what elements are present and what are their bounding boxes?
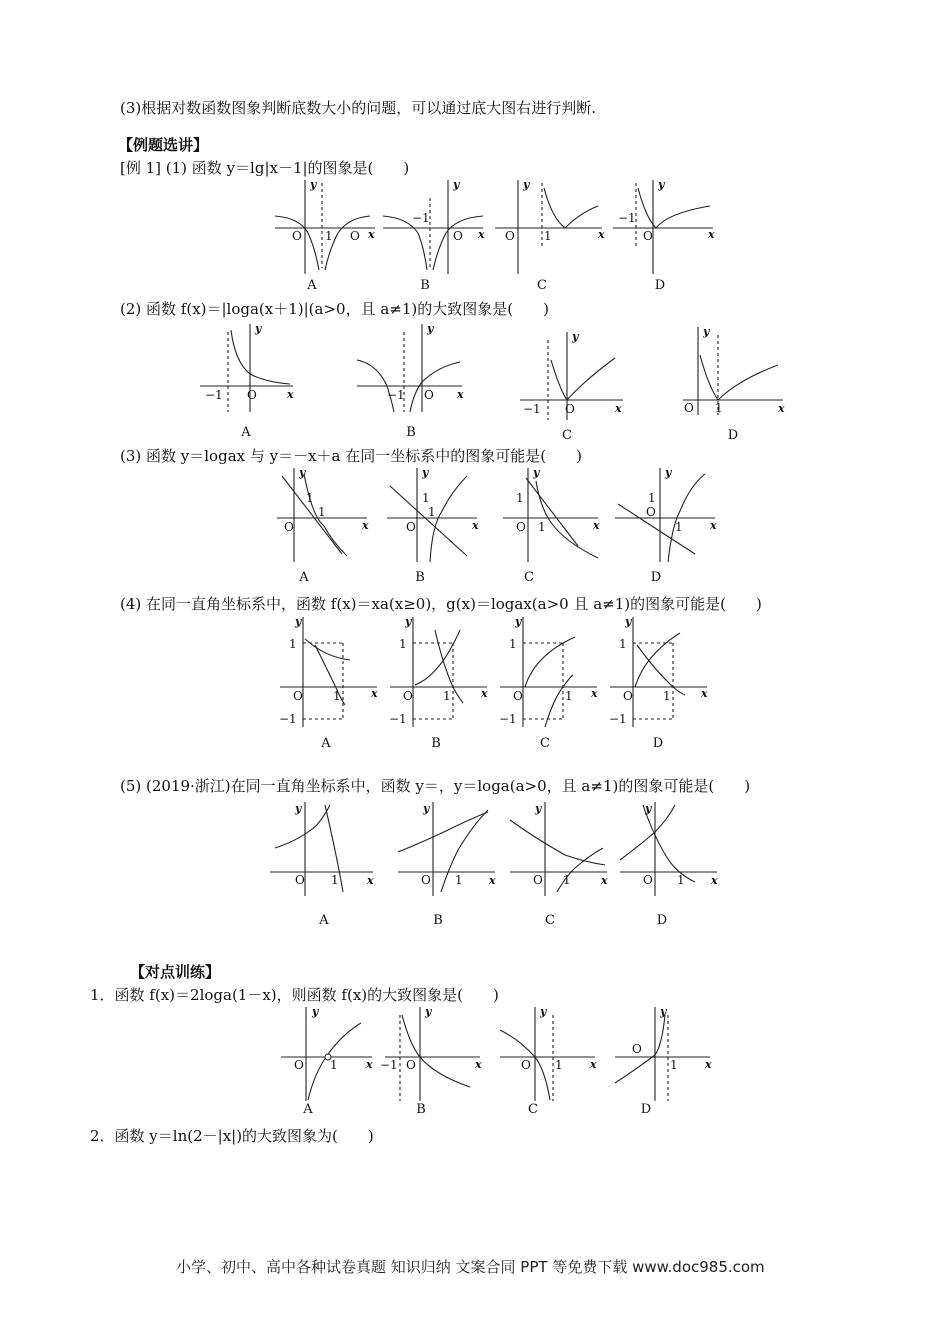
svg-text:x: x: [701, 687, 708, 700]
practice-2: 2．函数 y＝ln(2－|x|)的大致图象为( ): [90, 1127, 374, 1145]
svg-text:x: x: [710, 519, 717, 532]
q1-graph-c: [490, 178, 605, 278]
q4-graph-b: [385, 615, 490, 730]
svg-text:−1: −1: [618, 211, 636, 225]
svg-text:O: O: [684, 401, 694, 415]
svg-text:1: 1: [563, 873, 571, 887]
q2-graph-a: [195, 322, 300, 417]
svg-text:−1: −1: [609, 712, 627, 726]
svg-text:O: O: [533, 873, 543, 887]
q5-choice-a[interactable]: A: [319, 913, 329, 928]
q3-graph-d: [610, 466, 720, 566]
svg-text:y: y: [422, 466, 429, 479]
svg-text:y: y: [425, 1005, 432, 1018]
q2-choice-d[interactable]: D: [727, 428, 739, 443]
svg-text:O: O: [406, 1058, 416, 1072]
svg-text:x: x: [489, 874, 496, 887]
svg-text:x: x: [362, 519, 369, 532]
svg-text:O: O: [513, 689, 523, 703]
q1-graph-b: [378, 178, 488, 278]
q3-choice-d[interactable]: D: [650, 570, 662, 585]
svg-text:x: x: [368, 228, 375, 241]
svg-text:y: y: [299, 466, 306, 479]
q2-graph-d: [678, 325, 788, 420]
svg-text:1: 1: [565, 689, 573, 703]
svg-text:−1: −1: [499, 712, 517, 726]
question-4: (4) 在同一直角坐标系中，函数 f(x)＝xa(x≥0)，g(x)＝logax(a>0 且 a≠1)的图象可能是( ): [120, 595, 762, 613]
svg-text:O: O: [623, 689, 633, 703]
question-5: (5) (2019·浙江)在同一直角坐标系中，函数 y＝，y＝loga(a>0，且 a≠1)的图象可能是( ): [120, 777, 751, 795]
q2-graph-b: [352, 322, 467, 417]
q5-graph-d: [615, 800, 720, 900]
svg-text:y: y: [665, 466, 672, 479]
svg-text:O: O: [453, 229, 463, 243]
svg-text:y: y: [703, 325, 710, 338]
q4-choice-d[interactable]: D: [652, 736, 664, 751]
svg-text:x: x: [472, 519, 479, 532]
svg-text:1: 1: [677, 873, 685, 887]
question-1: [例 1] (1) 函数 y＝lg|x－1|的图象是( ): [120, 159, 410, 177]
svg-text:x: x: [457, 388, 464, 401]
svg-text:−1: −1: [387, 388, 405, 402]
p1-graph-d: [610, 1005, 715, 1105]
svg-text:y: y: [405, 615, 412, 628]
svg-text:y: y: [310, 178, 317, 191]
q2-choice-c[interactable]: C: [562, 428, 572, 443]
svg-text:y: y: [660, 1005, 667, 1018]
q1-choice-c[interactable]: C: [537, 278, 547, 293]
svg-text:x: x: [475, 1058, 482, 1071]
svg-text:1: 1: [330, 1058, 338, 1072]
q3-graph-c: [498, 466, 603, 566]
svg-text:1: 1: [455, 873, 463, 887]
svg-text:1: 1: [663, 689, 671, 703]
q1-choice-d[interactable]: D: [654, 278, 666, 293]
q4-choice-c[interactable]: C: [540, 736, 550, 751]
svg-text:x: x: [371, 687, 378, 700]
svg-text:x: x: [615, 402, 622, 415]
svg-text:1: 1: [715, 401, 723, 415]
p1-choice-a[interactable]: A: [303, 1102, 313, 1117]
svg-text:x: x: [705, 1058, 712, 1071]
svg-text:y: y: [572, 330, 579, 343]
svg-text:1: 1: [325, 229, 333, 243]
svg-text:1: 1: [318, 505, 326, 519]
svg-text:1: 1: [333, 689, 341, 703]
svg-text:O: O: [516, 520, 526, 534]
svg-text:O: O: [406, 520, 416, 534]
svg-text:y: y: [427, 322, 434, 335]
svg-text:1: 1: [538, 520, 546, 534]
svg-text:x: x: [478, 228, 485, 241]
svg-text:y: y: [255, 322, 262, 335]
svg-text:x: x: [366, 1058, 373, 1071]
svg-text:−1: −1: [279, 712, 297, 726]
svg-text:1: 1: [544, 229, 552, 243]
svg-text:−1: −1: [523, 402, 541, 416]
q4-choice-a[interactable]: A: [321, 736, 331, 751]
q2-graph-c: [515, 330, 625, 425]
svg-text:O: O: [565, 402, 575, 416]
q1-graph-d: [608, 178, 718, 278]
svg-text:x: x: [591, 687, 598, 700]
svg-text:−1: −1: [380, 1058, 398, 1072]
svg-text:O: O: [424, 388, 434, 402]
svg-text:1: 1: [399, 637, 407, 651]
q3-choice-c[interactable]: C: [524, 570, 534, 585]
svg-text:1: 1: [675, 520, 683, 534]
p1-graph-b: [380, 1005, 485, 1105]
q5-choice-c[interactable]: C: [545, 913, 555, 928]
svg-text:O: O: [284, 520, 294, 534]
q3-graph-a: [272, 466, 372, 566]
svg-text:1: 1: [648, 491, 656, 505]
svg-text:O: O: [646, 505, 656, 519]
svg-text:−1: −1: [389, 712, 407, 726]
q1-choice-b[interactable]: B: [420, 278, 430, 293]
svg-text:O: O: [294, 1058, 304, 1072]
svg-text:−1: −1: [412, 211, 430, 225]
q4-graph-d: [605, 615, 710, 730]
svg-text:1: 1: [428, 505, 436, 519]
q5-choice-d[interactable]: D: [656, 913, 668, 928]
svg-text:y: y: [533, 466, 540, 479]
svg-text:O: O: [293, 689, 303, 703]
p1-choice-c[interactable]: C: [528, 1102, 538, 1117]
svg-text:1: 1: [289, 637, 297, 651]
q4-choice-b[interactable]: B: [431, 736, 441, 751]
svg-text:x: x: [287, 388, 294, 401]
question-3: (3) 函数 y＝logax 与 y＝－x＋a 在同一坐标系中的图象可能是( ): [120, 447, 582, 465]
svg-text:y: y: [645, 802, 652, 815]
svg-text:x: x: [778, 402, 785, 415]
p1-choice-d[interactable]: D: [640, 1102, 652, 1117]
svg-text:1: 1: [555, 1058, 563, 1072]
q3-choice-b[interactable]: B: [415, 570, 425, 585]
svg-text:O: O: [632, 1042, 642, 1056]
p1-graph-a: [276, 1005, 376, 1105]
q2-choice-b[interactable]: B: [406, 425, 416, 440]
svg-text:1: 1: [443, 689, 451, 703]
svg-text:x: x: [708, 228, 715, 241]
q1-graph-a: [270, 178, 380, 278]
svg-text:y: y: [625, 615, 632, 628]
svg-text:O: O: [421, 873, 431, 887]
svg-text:O: O: [292, 229, 302, 243]
svg-text:O: O: [403, 689, 413, 703]
svg-text:O: O: [295, 873, 305, 887]
footer-text: 小学、初中、高中各种试卷真题 知识归纳 文案合同 PPT 等免费下载 www.doc985.com: [176, 1258, 765, 1276]
p1-graph-c: [495, 1005, 600, 1105]
svg-text:1: 1: [509, 637, 517, 651]
svg-text:1: 1: [331, 873, 339, 887]
svg-text:x: x: [593, 519, 600, 532]
svg-text:O: O: [505, 229, 515, 243]
svg-text:1: 1: [306, 491, 314, 505]
q1-choice-a[interactable]: A: [307, 278, 317, 293]
svg-text:1: 1: [670, 1058, 678, 1072]
svg-text:y: y: [540, 1005, 547, 1018]
svg-text:y: y: [523, 178, 530, 191]
q5-graph-c: [505, 800, 610, 900]
svg-text:y: y: [295, 615, 302, 628]
q5-graph-b: [393, 800, 498, 900]
svg-text:y: y: [295, 802, 302, 815]
intro-text: (3)根据对数函数图象判断底数大小的问题，可以通过底大图右进行判断.: [120, 99, 597, 117]
svg-text:x: x: [598, 228, 605, 241]
svg-text:x: x: [481, 687, 488, 700]
svg-text:x: x: [367, 874, 374, 887]
practice-1: 1．函数 f(x)＝2loga(1－x)，则函数 f(x)的大致图象是( ): [90, 986, 499, 1004]
svg-text:O: O: [247, 388, 257, 402]
svg-text:y: y: [453, 178, 460, 191]
svg-text:1: 1: [516, 491, 524, 505]
section-examples-heading: 【例题选讲】: [118, 136, 209, 154]
svg-text:1: 1: [422, 491, 430, 505]
svg-text:y: y: [423, 802, 430, 815]
p1-choice-b[interactable]: B: [416, 1102, 426, 1117]
question-2: (2) 函数 f(x)＝|loga(x＋1)|(a>0，且 a≠1)的大致图象是( ): [120, 300, 549, 318]
q2-choice-a[interactable]: A: [241, 425, 251, 440]
svg-text:x: x: [601, 874, 608, 887]
svg-text:O: O: [350, 229, 360, 243]
svg-text:O: O: [643, 873, 653, 887]
q4-graph-c: [495, 615, 600, 730]
svg-text:−1: −1: [205, 388, 223, 402]
svg-text:x: x: [590, 1058, 597, 1071]
svg-text:1: 1: [619, 637, 627, 651]
q3-graph-b: [382, 466, 482, 566]
svg-text:O: O: [521, 1058, 531, 1072]
q5-choice-b[interactable]: B: [433, 913, 443, 928]
q3-choice-a[interactable]: A: [299, 570, 309, 585]
svg-text:O: O: [643, 229, 653, 243]
svg-text:y: y: [535, 802, 542, 815]
section-practice-heading: 【对点训练】: [130, 963, 221, 981]
q4-graph-a: [275, 615, 380, 730]
svg-text:x: x: [711, 874, 718, 887]
svg-text:y: y: [312, 1005, 319, 1018]
q5-graph-a: [265, 800, 377, 900]
svg-text:y: y: [658, 178, 665, 191]
svg-text:y: y: [515, 615, 522, 628]
